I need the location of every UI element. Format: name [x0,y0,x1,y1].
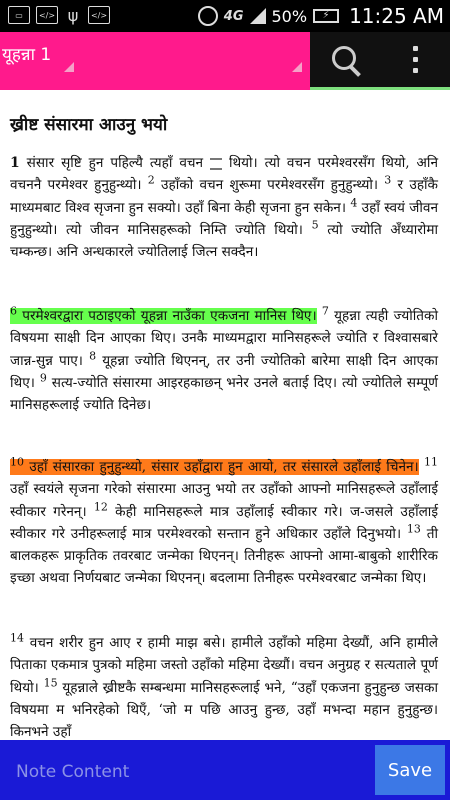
section-heading: ख्रीष्ट संसारमा आउनु भयो [10,115,168,135]
note-content-input[interactable] [14,758,358,786]
verse-text[interactable]: थियो। त्यो वचन परमेश्वरसँग थियो, अनि वचननै परमेश्वर हुनुहुन्थ्यो। [10,155,438,194]
gallery-notification-icon: ▭ [8,6,30,24]
verse-text[interactable]: यूहन्नाले ख्रीष्टकै सम्बन्धमा मानिसहरूलाई भने, “उहाँ एकजना हुनुहुन्छ जसका विषयमा म भनिरहेको थिएँ, ‘जो म पछि आउनु हुन्छ, उहाँ मभन्दा महान हुनुहुन्छ। किनभने उहाँ [10,679,438,740]
highlighted-verse[interactable] [10,304,317,324]
paragraph-1 [10,152,438,263]
paragraph-4 [10,632,438,740]
verse-text[interactable]: वचन शरीर हुन आए र हामी माझ बसे। हामीले उहाँको महिमा देख्यौं, अनि हामीले पिताका एकमात्र पुत्रको महिमा जस्तो उहाँको महिमा देख्यौं। वचन अनुग्रह र सत्यताले पूर्ण थियो। [10,635,438,696]
note-bar [0,740,450,800]
verse-text[interactable]: उहाँ संसारका हुनुहुन्थ्यो, संसार उहाँद्वारा हुन आयो, तर संसारले उहाँलाई चिनेन। [24,459,419,475]
verse-number[interactable]: 12 [93,500,108,514]
verse-text[interactable]: परमेश्वरद्वारा पठाइएको यूहन्ना नाउँका एकजना मानिस थिए। [17,308,317,324]
verse-text[interactable]: केही मानिसहरूले मात्र उहाँलाई स्वीकार गरे। ज-जसले उहाँलाई स्वीकार गरे उनीहरूलाई मात्र परमेश्वरको सन्तान हुने अधिकार उहाँले दिनुभयो। [10,503,438,542]
footnote-icon[interactable] [210,158,222,170]
verse-number[interactable]: 10 [10,455,24,469]
overflow-menu-icon[interactable] [392,40,438,82]
clock: 11:25 AM [349,4,444,28]
verse-text[interactable]: सत्य-ज्योति संसारमा आइरहकाछन् भनेर उनले बताई दिए। त्यो ज्योतिले सम्पूर्ण मानिसहरूलाई ज्योति दिनेछ। [10,374,438,414]
verse-number[interactable]: 8 [89,349,97,363]
verse-number[interactable]: 11 [424,455,438,469]
notification-icons [8,6,110,26]
usb-icon: ψ [67,6,79,25]
verse-text[interactable]: संसार सृष्टि हुन पहिल्यै त्यहाँ वचन [19,155,211,171]
verse-number[interactable]: 3 [384,173,392,187]
scripture-content[interactable] [0,90,450,740]
code-notification-icon-2: </> [88,6,110,24]
status-bar [0,0,450,32]
network-type: 4G [223,8,244,24]
chapter-dropdown-indicator[interactable] [292,62,302,72]
alarm-icon [198,6,218,26]
verse-number[interactable]: 5 [311,218,319,232]
verse-text[interactable]: उहाँ स्वयंले सृजना गरेको संसारमा आउनु भयो तर उहाँको आफ्नो मानिसहरूले उहाँलाई स्वीकार गरेनन्। [10,481,438,520]
signal-icon [250,8,266,24]
verse-text[interactable]: यूहन्ना ज्योति थिएनन्, तर उनी ज्योतिको बारेमा साक्षी दिन आएका थिए। [10,352,438,391]
book-chapter-label: यूहन्ना 1 [2,45,52,65]
battery-charging-icon: ⚡ [313,9,339,23]
app-bar [0,32,450,90]
paragraph-2 [10,305,438,416]
verse-number[interactable]: 15 [43,676,58,690]
verse-text[interactable]: यूहन्ना त्यही ज्योतिको विषयमा साक्षी दिन आएका थिए। उनकै माध्यमद्वारा मानिसहरूले ज्योति र विश्वासबारे जान्न-सुन्न पाए। [10,308,438,369]
search-icon[interactable] [320,38,366,84]
battery-percent: 50% [271,6,308,26]
save-button[interactable]: Save [375,745,445,795]
verse-number[interactable]: 1 [10,155,20,171]
highlighted-verse[interactable] [10,455,419,475]
verse-text[interactable]: ती बालकहरू प्राकृतिक तवरबाट जन्मेका थिएनन्। तिनीहरू आफ्नो आमा-बाबुको शारीरिक इच्छा अथवा निर्णयबाट जन्मेका थिएनन्। बदलामा तिनीहरू परमेश्वरबाट जन्मेका थिए। [10,525,439,587]
verse-text[interactable]: उहाँको वचन शुरूमा परमेश्वरसँग हुनुहुन्थ्यो। [154,177,385,194]
code-notification-icon: </> [36,6,58,24]
verse-number[interactable]: 13 [406,522,421,536]
verse-text[interactable]: र उहाँकै माध्यमबाट विश्व सृजना हुन सक्यो। उहाँ बिना केही सृजना हुन सकेन। [10,177,438,216]
book-dropdown-indicator[interactable] [64,62,74,72]
verse-number[interactable]: 14 [10,631,24,645]
paragraph-3 [10,456,438,590]
status-indicators [198,4,444,28]
verse-number[interactable]: 2 [147,173,155,187]
verse-text[interactable]: उहाँ स्वयं जीवन हुनुहुन्थ्यो। त्यो जीवन मानिसहरूको निम्ति ज्योति थियो। [10,199,438,238]
book-chapter-tab[interactable] [0,32,310,90]
verse-text[interactable]: त्यो ज्योति अँध्यारोमा चम्कन्छ। अनि अन्धकारले ज्योतिलाई जित्न सक्दैन। [10,221,438,261]
verse-number[interactable]: 6 [10,304,17,318]
verse-number[interactable]: 7 [321,304,329,318]
verse-number[interactable]: 9 [39,371,47,385]
verse-number[interactable]: 4 [350,196,358,210]
